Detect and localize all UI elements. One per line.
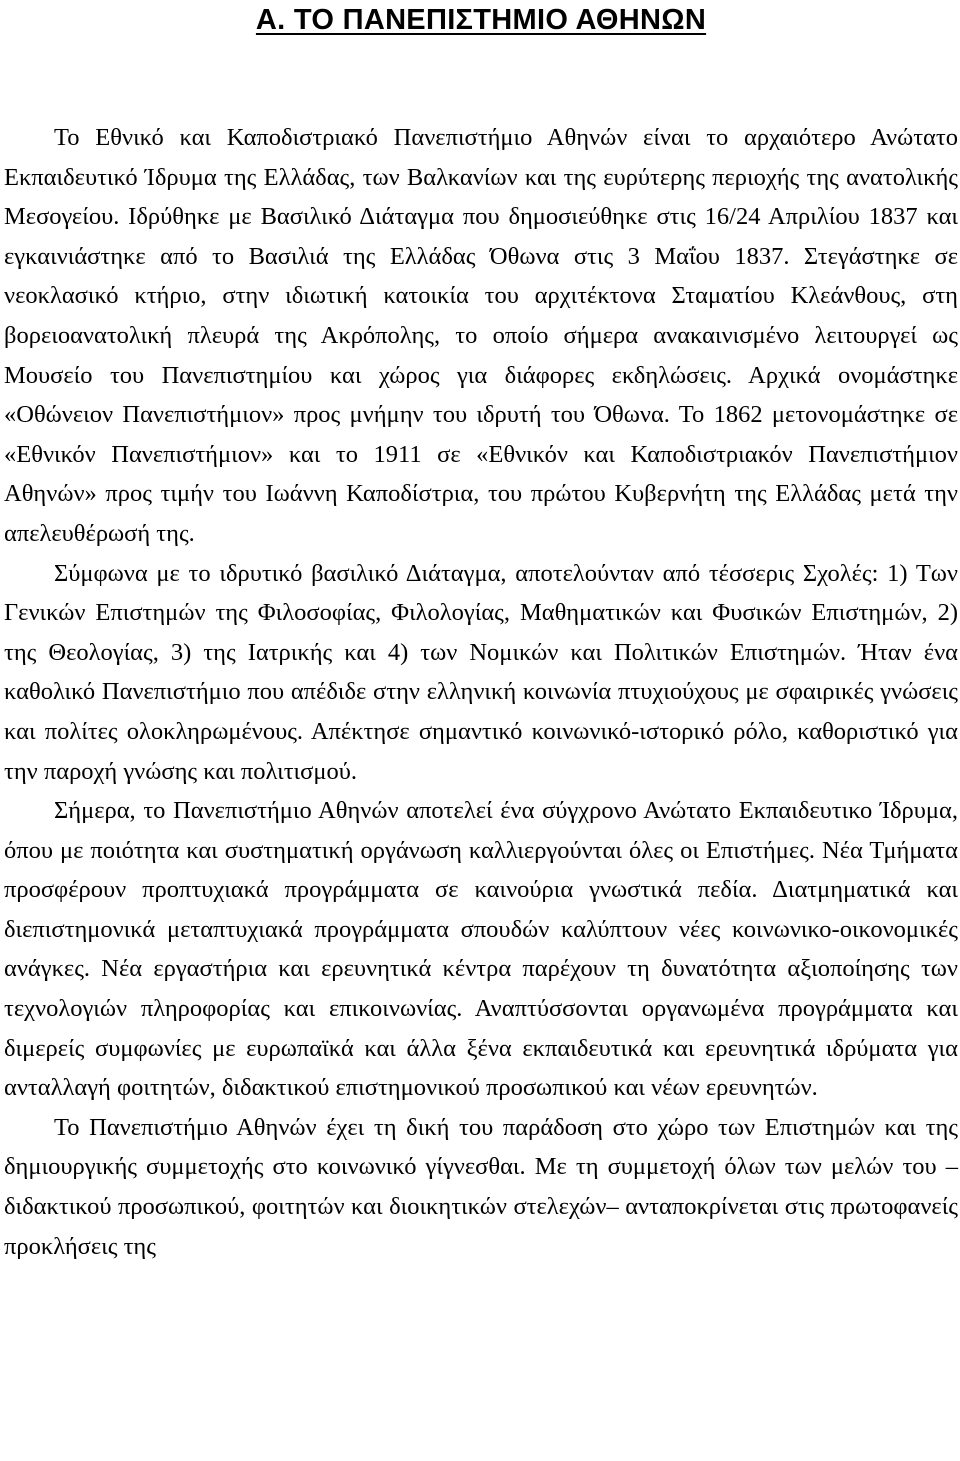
document-title: Α. ΤΟ ΠΑΝΕΠΙΣΤΗΜΙΟ ΑΘΗΝΩΝ	[255, 4, 707, 36]
paragraph-tradition: Το Πανεπιστήμιο Αθηνών έχει τη δική του παράδοση στο χώρο των Επιστημών και της δημιουργικής συμμετοχής στο κοινωνικό γίγνεσθαι. Με τη συμμετοχή όλων των μελών του –διδακτικού προσωπικού, φοιτητών και διοικητικών στελεχών– ανταποκρίνεται στις πρωτοφανείς προκλήσεις της	[4, 1113, 958, 1260]
paragraph-founding-history: Το Εθνικό και Καποδιστριακό Πανεπιστήμιο Αθηνών είναι το αρχαιότερο Ανώτατο Εκπαιδευτικό Ίδρυμα της Ελλάδας, των Βαλκανίων και της ευρύτερης περιοχής της ανατολικής Μεσογείου. Ιδρύθηκε με Βασιλικό Διάταγμα που δημοσιεύθηκε στις 16/24 Απριλίου 1837 και εγκαινιάστηκε από το Βασιλιά της Ελλάδας Όθωνα στις 3 Μαΐου 1837. Στεγάστηκε σε νεοκλασικό κτήριο, στην ιδιωτική κατοικία του αρχιτέκτονα Σταματίου Κλεάνθους, στη βορειοανατολική πλευρά της Ακρόπολης, το οποίο σήμερα ανακαινισμένο λειτουργεί ως Μουσείο του Πανεπιστημίου και χώρος για διάφορες εκδηλώσεις. Αρχικά ονομάστηκε «Οθώνειον Πανεπιστήμιον» προς μνήμην του ιδρυτή του Όθωνα. Το 1862 μετονομάστηκε σε «Εθνικόν Πανεπιστήμιον» και το 1911 σε «Εθνικόν και Καποδιστριακόν Πανεπιστήμιον Αθηνών» προς τιμήν του Ιωάννη Καποδίστρια, του πρώτου Κυβερνήτη της Ελλάδας μετά την απελευθέρωσή της.	[4, 124, 958, 547]
paragraph-today: Σήμερα, το Πανεπιστήμιο Αθηνών αποτελεί ένα σύγχρονο Ανώτατο Εκπαιδευτικο Ίδρυμα, όπου με ποιότητα και συστηματική οργάνωση καλλιεργούνται όλες οι Επιστήμες. Νέα Τμήματα προσφέρουν προπτυχιακά προγράμματα σε καινούρια γνωστικά πεδία. Διατμηματικά και διεπιστημονικά μεταπτυχιακά προγράμματα σπουδών καλύπτουν νέες κοινωνικο-οικονομικές ανάγκες. Νέα εργαστήρια και ερευνητικά κέντρα παρέχουν τη δυνατότητα αξιοποίησης των τεχνολογιών πληροφορίας και επικοινωνίας. Αναπτύσσονται οργανωμένα προγράμματα και διμερείς συμφωνίες με ευρωπαϊκά και άλλα ξένα εκπαιδευτικά και ερευνητικά ιδρύματα για ανταλλαγή φοιτητών, διδακτικού επιστημονικού προσωπικού και νέων ερευνητών.	[4, 797, 958, 1102]
document-body	[4, 118, 958, 1266]
paragraph-original-schools: Σύμφωνα με το ιδρυτικό βασιλικό Διάταγμα, αποτελούνταν από τέσσερις Σχολές: 1) Των Γενικών Επιστημών της Φιλοσοφίας, Φιλολογίας, Μαθηματικών και Φυσικών Επιστημών, 2) της Θεολογίας, 3) της Ιατρικής και 4) των Νομικών και Πολιτικών Επιστημών. Ήταν ένα καθολικό Πανεπιστήμιο που απέδιδε στην ελληνική κοινωνία πτυχιούχους με σφαιρικές γνώσεις και πολίτες ολοκληρωμένους. Απέκτησε σημαντικό κοινωνικό-ιστορικό ρόλο, καθοριστικό για την παροχή γνώσης και πολιτισμού.	[4, 559, 958, 785]
